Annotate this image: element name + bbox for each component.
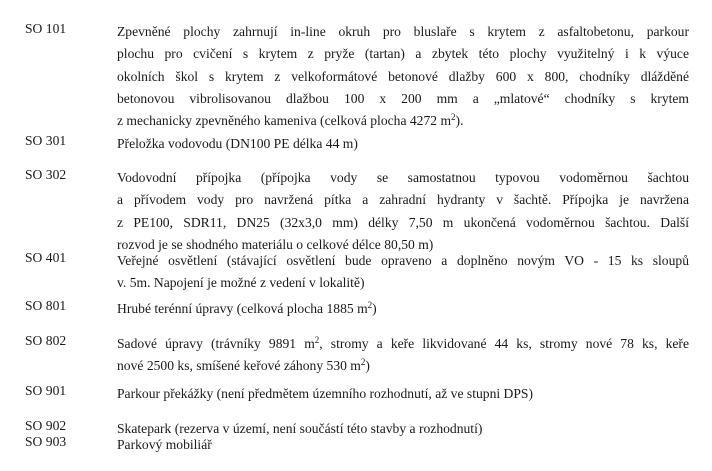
line-text: z mechanicky zpevněného kameniva (celková plocha 4272 m: [117, 113, 452, 129]
entry-description: [117, 434, 689, 456]
entry-code: SO 302: [25, 167, 67, 182]
entry-code: SO 802: [25, 333, 67, 348]
entry-code: SO 902: [25, 418, 67, 433]
entry-code: SO 901: [25, 383, 67, 398]
entry-description: [117, 250, 689, 295]
entry-description: [117, 21, 689, 132]
line-tail: ): [372, 301, 377, 316]
description-line: [117, 298, 689, 320]
line-text: nové 2500 ks, smíšené keřové záhony 530 m: [117, 358, 361, 374]
description-line: Přeložka vodovodu (DN100 PE délka 44 m): [117, 136, 358, 151]
description-line: Vodovodní přípojka (přípojka vody se samostatnou typovou vodoměrnou šachtou: [117, 170, 689, 185]
line-tail: , stromy a keře likvidované 44 ks, stromy nové 78 ks, keře: [319, 336, 689, 351]
entry-description: [117, 167, 689, 256]
entry-description: [117, 383, 689, 405]
description-line: plochu pro cvičení s krytem z pryže (tartan) a zbytek této plochy využitelný i k výuce: [117, 46, 689, 62]
line-text: Sadové úpravy (trávníky 9891 m: [117, 336, 315, 351]
entry-description: [117, 298, 689, 320]
description-line: z PE100, SDR11, DN25 (32x3,0 mm) délky 7,50 m ukončená vodoměrnou šachtou. Další: [117, 214, 689, 230]
entry-code: SO 401: [25, 250, 67, 265]
superscript: 2: [360, 357, 366, 368]
description-line: Parkový mobiliář: [117, 437, 212, 452]
line-text: Hrubé terénní úpravy (celková plocha 1885 m: [117, 301, 368, 316]
description-line: betonovou vibrolisovanou dlažbou 100 x 200 mm a „mlatové“ chodníky s krytem: [117, 90, 689, 106]
line-tail: ): [365, 358, 370, 374]
line-tail: ).: [455, 113, 464, 129]
description-line: Skatepark (rezerva v území, není součástí této stavby a rozhodnutí): [117, 421, 483, 436]
description-line: v. 5m. Napojení je možné z vedení v lokalitě): [117, 275, 365, 291]
entry-code: SO 801: [25, 298, 67, 313]
description-line: a přívodem vody pro navržená pítka a zahradní hydranty v šachtě. Přípojka je navržena: [117, 192, 689, 208]
entry-code: SO 903: [25, 434, 67, 449]
superscript: 2: [451, 112, 456, 123]
description-line: Veřejné osvětlení (stávající osvětlení bude opraveno a doplněno novým VO - 15 ks sloupů: [117, 253, 689, 268]
description-line: Zpevněné plochy zahrnují in-line okruh pro bluslaře s krytem z asfaltobetonu, parkour: [117, 24, 689, 39]
entry-description: [117, 333, 689, 378]
entry-code: SO 301: [25, 133, 67, 148]
entry-description: [117, 133, 689, 155]
superscript: 2: [314, 335, 320, 345]
description-line: [117, 355, 689, 377]
description-line: rozvod je se shodného materiálu o celkové délce 80,50 m): [117, 236, 434, 252]
description-line: [117, 333, 689, 355]
entry-code: SO 101: [25, 21, 67, 36]
description-line: okolních škol s krytem z velkoformátové betonové dlažby 600 x 800, chodníky dlážděné: [117, 68, 689, 84]
description-line: Parkour překážky (není předmětem územního rozhodnutí, až ve stupni DPS): [117, 386, 534, 401]
description-line: [117, 110, 689, 132]
superscript: 2: [367, 300, 373, 310]
